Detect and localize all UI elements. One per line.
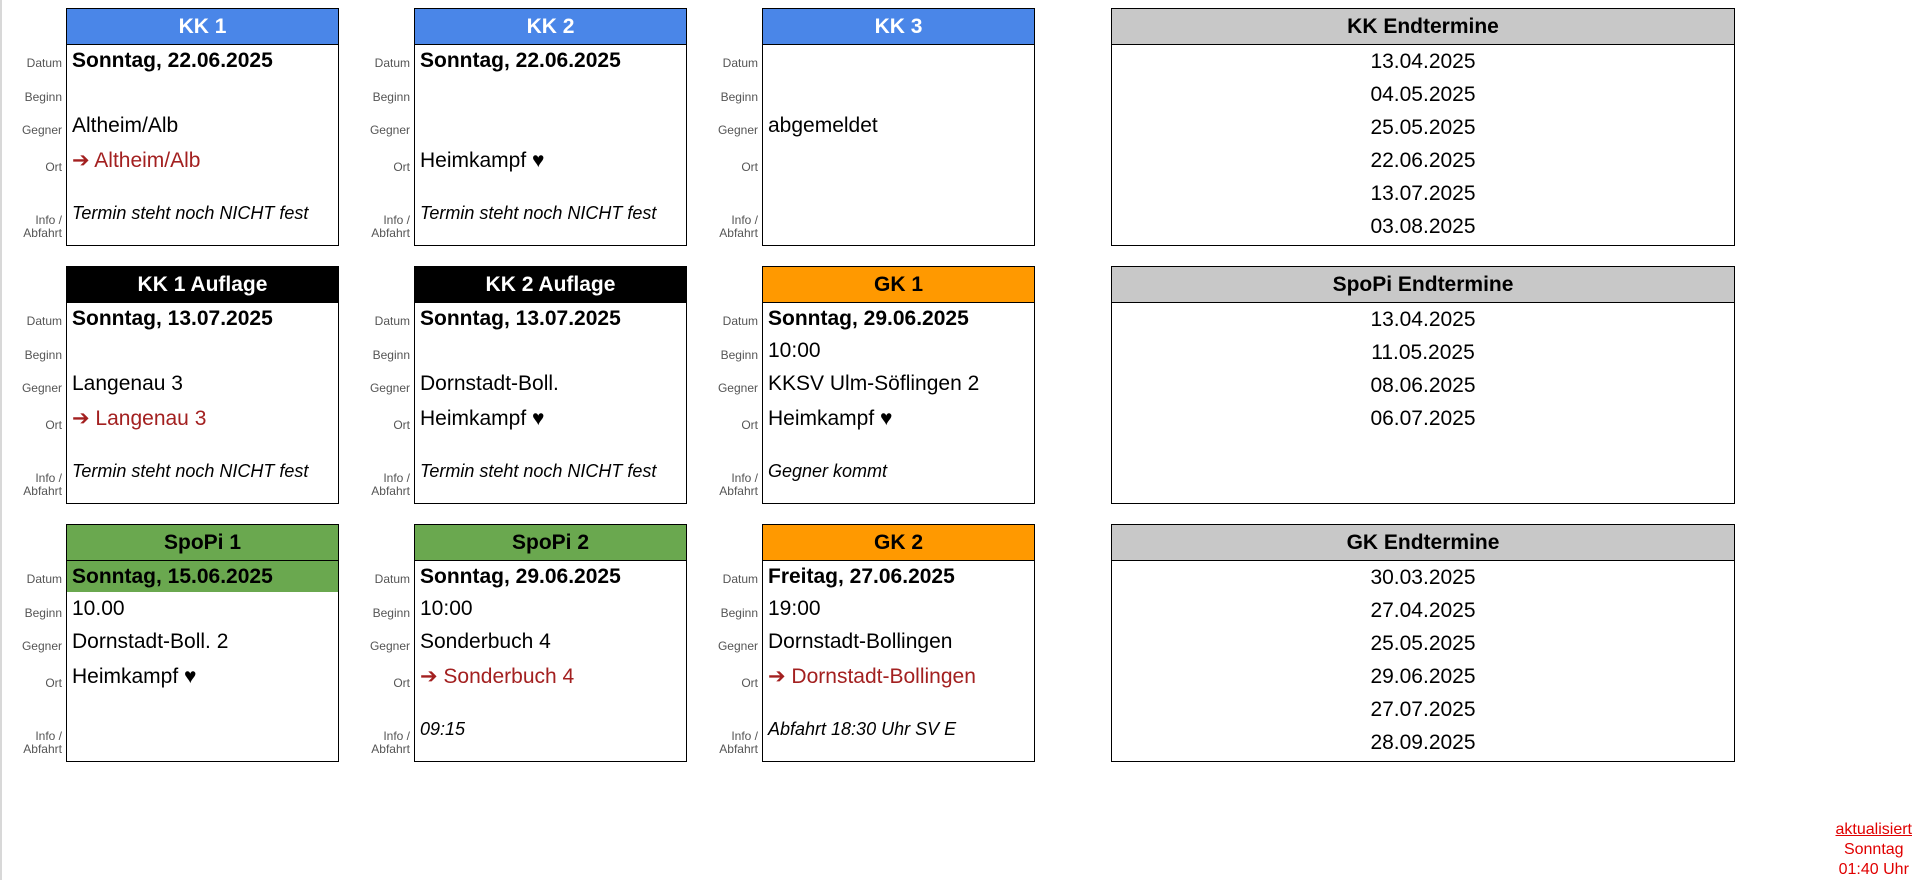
label-info: Info /	[383, 729, 410, 743]
card-time: 10.00	[72, 597, 125, 620]
card-opponent: Dornstadt-Boll.	[420, 372, 559, 395]
card-info: Termin steht noch NICHT fest	[72, 461, 309, 481]
match-card	[0, 516, 321, 766]
endtermine-date: 27.07.2025	[1370, 698, 1476, 721]
endtermine-date: 30.03.2025	[1370, 566, 1476, 589]
label-info: Info /	[731, 213, 758, 227]
label-datum: Datum	[26, 572, 62, 586]
updated-day: Sonntag	[1843, 841, 1904, 858]
card-date: Sonntag, 13.07.2025	[420, 307, 621, 330]
card-location: Heimkampf ♥	[420, 149, 545, 172]
label-beginn: Beginn	[720, 606, 758, 620]
card-time	[67, 76, 338, 110]
label-ort: Ort	[45, 676, 62, 690]
endtermine-date: 13.04.2025	[1370, 308, 1476, 331]
card-opponent: Altheim/Alb	[72, 114, 179, 137]
card-title: KK 3	[763, 9, 1034, 45]
card-box	[66, 524, 339, 762]
card-time: 19:00	[768, 597, 821, 620]
card-opponent	[415, 110, 686, 142]
card-box	[66, 266, 339, 504]
card-info	[763, 180, 1034, 246]
label-info: Info /	[35, 729, 62, 743]
card-date: Sonntag, 22.06.2025	[72, 49, 273, 72]
card-location: ➔ Langenau 3	[72, 407, 207, 430]
endtermine-date	[1112, 435, 1734, 468]
card-info	[67, 696, 338, 762]
label-ort: Ort	[393, 418, 410, 432]
card-date: Sonntag, 29.06.2025	[420, 565, 621, 588]
label-info: Info /	[731, 471, 758, 485]
label-beginn: Beginn	[720, 90, 758, 104]
label-beginn: Beginn	[372, 90, 410, 104]
label-ort: Ort	[393, 160, 410, 174]
label-gegner: Gegner	[21, 639, 62, 653]
endtermine-box	[1111, 524, 1735, 762]
match-card	[0, 258, 321, 508]
endtermine-box	[1111, 8, 1735, 246]
label-beginn: Beginn	[720, 348, 758, 362]
card-time	[415, 334, 686, 368]
card-location: Heimkampf ♥	[768, 407, 893, 430]
card-box	[414, 266, 687, 504]
label-abfahrt: Abfahrt	[719, 742, 758, 756]
card-title: KK 2 Auflage	[415, 267, 686, 303]
label-datum: Datum	[26, 314, 62, 328]
match-card	[348, 0, 669, 250]
endtermine-title: KK Endtermine	[1112, 9, 1734, 45]
endtermine-date: 25.05.2025	[1370, 632, 1476, 655]
label-abfahrt: Abfahrt	[23, 742, 62, 756]
card-title: KK 2	[415, 9, 686, 45]
endtermine-date: 03.08.2025	[1370, 215, 1476, 238]
label-abfahrt: Abfahrt	[23, 226, 62, 240]
card-opponent: abgemeldet	[768, 114, 878, 137]
card-location	[763, 142, 1034, 180]
endtermine-title: SpoPi Endtermine	[1112, 267, 1734, 303]
label-gegner: Gegner	[21, 381, 62, 395]
card-date: Sonntag, 15.06.2025	[67, 561, 338, 592]
label-info: Info /	[35, 213, 62, 227]
label-gegner: Gegner	[717, 123, 758, 137]
card-location: Heimkampf ♥	[72, 665, 197, 688]
label-ort: Ort	[45, 418, 62, 432]
card-info: Termin steht noch NICHT fest	[420, 203, 657, 223]
endtermine-date: 28.09.2025	[1370, 731, 1476, 754]
label-ort: Ort	[45, 160, 62, 174]
label-ort: Ort	[741, 160, 758, 174]
endtermine-date: 06.07.2025	[1370, 407, 1476, 430]
label-ort: Ort	[741, 676, 758, 690]
endtermine-box	[1111, 266, 1735, 504]
card-title: KK 1	[67, 9, 338, 45]
label-beginn: Beginn	[24, 606, 62, 620]
label-abfahrt: Abfahrt	[371, 742, 410, 756]
label-datum: Datum	[722, 572, 758, 586]
card-date: Sonntag, 22.06.2025	[420, 49, 621, 72]
match-card	[0, 0, 321, 250]
card-location: Heimkampf ♥	[420, 407, 545, 430]
card-location: ➔ Dornstadt-Bollingen	[768, 665, 976, 688]
card-info: Termin steht noch NICHT fest	[420, 461, 657, 481]
card-info: Termin steht noch NICHT fest	[72, 203, 309, 223]
card-time: 10:00	[768, 339, 821, 362]
card-time: 10:00	[420, 597, 473, 620]
label-abfahrt: Abfahrt	[719, 226, 758, 240]
updated-link[interactable]: aktualisiert	[1835, 821, 1912, 838]
card-info: Gegner kommt	[768, 461, 888, 481]
card-box	[762, 266, 1035, 504]
card-time	[415, 76, 686, 110]
endtermine-date: 13.07.2025	[1370, 182, 1476, 205]
endtermine-title: GK Endtermine	[1112, 525, 1734, 561]
endtermine-date: 27.04.2025	[1370, 599, 1476, 622]
card-date	[763, 45, 1034, 76]
endtermine-date: 29.06.2025	[1370, 665, 1476, 688]
card-opponent: Dornstadt-Bollingen	[768, 630, 953, 653]
label-info: Info /	[383, 213, 410, 227]
label-ort: Ort	[393, 676, 410, 690]
label-beginn: Beginn	[372, 606, 410, 620]
card-box	[762, 524, 1035, 762]
card-info: Abfahrt 18:30 Uhr SV E	[768, 719, 957, 739]
label-beginn: Beginn	[372, 348, 410, 362]
card-title: SpoPi 1	[67, 525, 338, 561]
label-gegner: Gegner	[369, 381, 410, 395]
label-datum: Datum	[722, 56, 758, 70]
updated-stamp	[1836, 820, 1912, 880]
card-box	[762, 8, 1035, 246]
match-card	[348, 258, 669, 508]
label-ort: Ort	[741, 418, 758, 432]
card-title: SpoPi 2	[415, 525, 686, 561]
card-date: Sonntag, 13.07.2025	[72, 307, 273, 330]
label-info: Info /	[731, 729, 758, 743]
card-opponent: Dornstadt-Boll. 2	[72, 630, 229, 653]
card-title: GK 2	[763, 525, 1034, 561]
card-date: Sonntag, 29.06.2025	[768, 307, 969, 330]
match-card	[696, 0, 1017, 250]
label-gegner: Gegner	[369, 639, 410, 653]
card-date: Freitag, 27.06.2025	[768, 565, 955, 588]
endtermine-date: 13.04.2025	[1370, 50, 1476, 73]
label-datum: Datum	[374, 314, 410, 328]
endtermine-date	[1112, 468, 1734, 501]
label-datum: Datum	[722, 314, 758, 328]
card-title: GK 1	[763, 267, 1034, 303]
label-abfahrt: Abfahrt	[23, 484, 62, 498]
endtermine-date: 08.06.2025	[1370, 374, 1476, 397]
card-location: ➔ Altheim/Alb	[72, 149, 201, 172]
label-beginn: Beginn	[24, 90, 62, 104]
card-time	[67, 334, 338, 368]
label-gegner: Gegner	[717, 381, 758, 395]
card-opponent: Sonderbuch 4	[420, 630, 551, 653]
card-box	[414, 524, 687, 762]
match-card	[696, 258, 1017, 508]
card-opponent: Langenau 3	[72, 372, 183, 395]
endtermine-date: 22.06.2025	[1370, 149, 1476, 172]
endtermine-date: 04.05.2025	[1370, 83, 1476, 106]
card-location: ➔ Sonderbuch 4	[420, 665, 575, 688]
card-info: 09:15	[420, 719, 466, 739]
label-abfahrt: Abfahrt	[371, 226, 410, 240]
label-abfahrt: Abfahrt	[371, 484, 410, 498]
label-gegner: Gegner	[717, 639, 758, 653]
updated-time: 01:40 Uhr	[1838, 861, 1909, 878]
label-datum: Datum	[374, 572, 410, 586]
label-abfahrt: Abfahrt	[719, 484, 758, 498]
label-beginn: Beginn	[24, 348, 62, 362]
card-time	[763, 76, 1034, 110]
label-datum: Datum	[26, 56, 62, 70]
label-info: Info /	[35, 471, 62, 485]
card-box	[414, 8, 687, 246]
card-title: KK 1 Auflage	[67, 267, 338, 303]
endtermine-date: 11.05.2025	[1371, 341, 1475, 364]
label-info: Info /	[383, 471, 410, 485]
card-box	[66, 8, 339, 246]
label-gegner: Gegner	[369, 123, 410, 137]
card-opponent: KKSV Ulm-Söflingen 2	[768, 372, 980, 395]
endtermine-date: 25.05.2025	[1370, 116, 1476, 139]
label-gegner: Gegner	[21, 123, 62, 137]
match-card	[348, 516, 669, 766]
match-card	[696, 516, 1017, 766]
label-datum: Datum	[374, 56, 410, 70]
